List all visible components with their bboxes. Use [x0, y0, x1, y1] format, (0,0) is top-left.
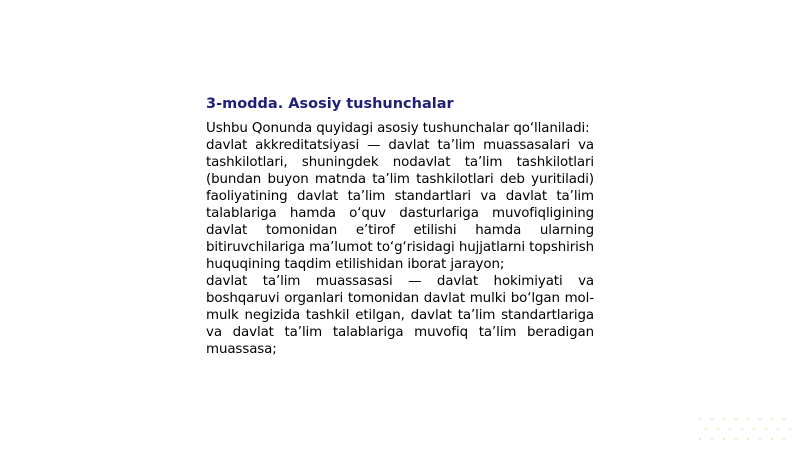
article-paragraph-institution: davlat ta’lim muassasasi — davlat hokimiyati va boshqaruvi organlari tomonidan davlat mulki bo‘lgan mol-mulk negizida tashkil etilgan, davlat ta’lim standartlariga va davlat ta’lim talablariga muvofiq ta’lim beradigan muassasa;	[206, 274, 594, 357]
decorative-dot-pattern	[680, 359, 800, 449]
article-paragraph-intro: Ushbu Qonunda quyidagi asosiy tushunchalar qo‘llaniladi:	[206, 121, 590, 136]
article-heading: 3-modda. Asosiy tushunchalar	[206, 96, 454, 112]
law-article	[206, 94, 594, 358]
article-paragraph-accreditation: davlat akkreditatsiyasi — davlat ta’lim muassasalari va tashkilotlari, shuningdek nodavlat ta’lim tashkilotlari (bundan buyon matnda ta’lim tashkilotlari deb yuritiladi) faoliyatining davlat ta’lim standartlari va davlat ta’lim talablariga hamda o‘quv dasturlariga muvofiqligining davlat tomonidan e’tirof etilishi hamda ularning bitiruvchilariga ma’lumot to‘g‘risidagi hujjatlarni topshirish huquqining taqdim etilishidan iborat jarayon;	[206, 138, 594, 272]
